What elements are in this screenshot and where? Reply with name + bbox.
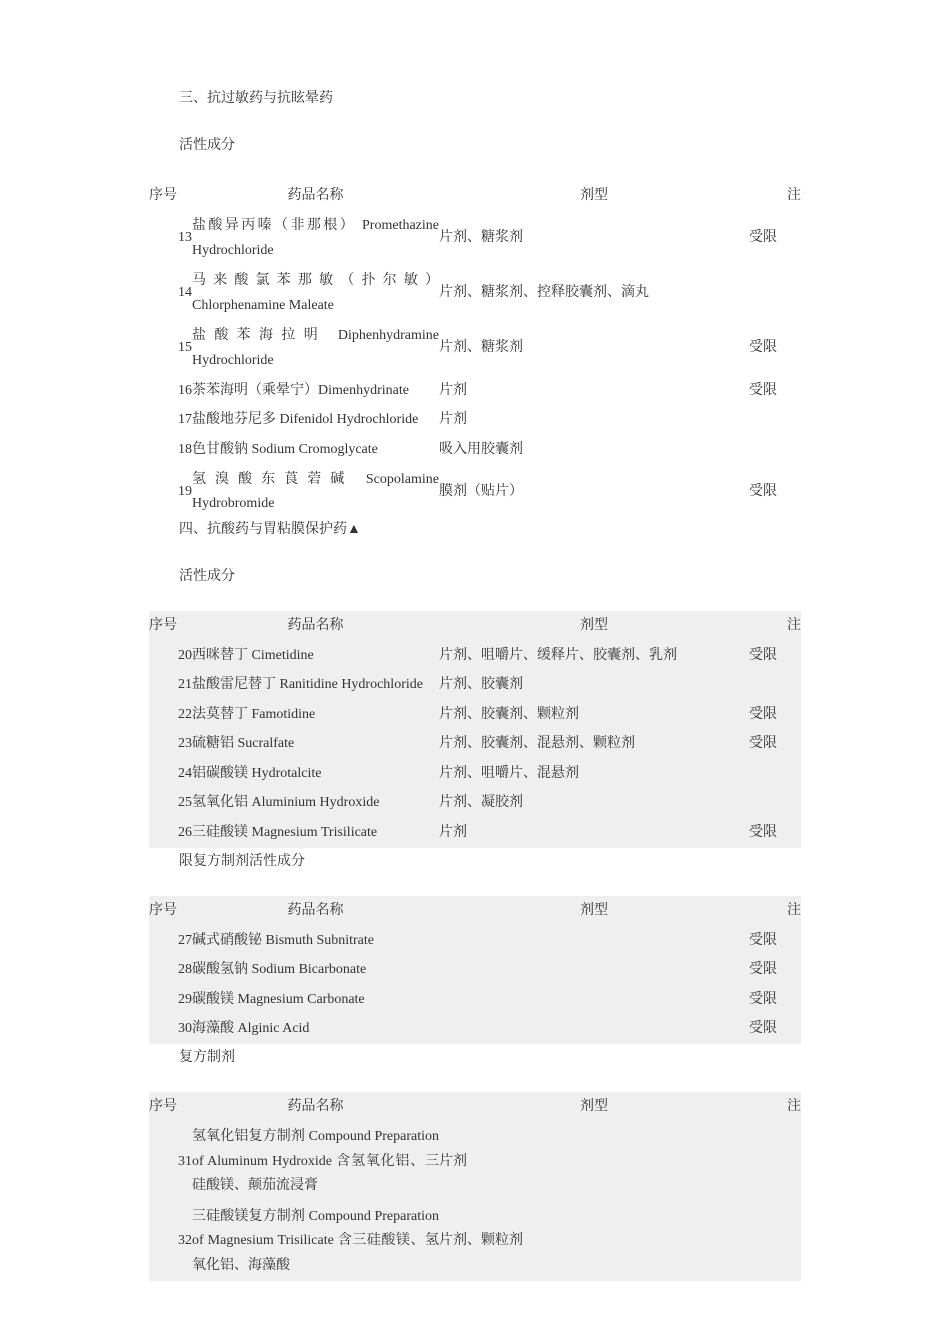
table-row (149, 266, 801, 321)
dosage-form: 片剂、咀嚼片、缓释片、胶囊剂、乳剂 (439, 647, 677, 663)
drug-name: 盐酸异丙嗪（非那根） Promethazine Hydrochloride (192, 218, 439, 258)
table-row (149, 671, 801, 701)
column-header-form: 剂型 (580, 902, 608, 918)
table-row (149, 376, 801, 406)
column-header-form: 剂型 (580, 617, 608, 633)
row-number: 26 (178, 824, 192, 840)
dosage-form: 片剂、咀嚼片、混悬剂 (439, 765, 579, 781)
restriction-note: 受限 (749, 932, 777, 948)
table-antacid (149, 611, 801, 848)
restriction-note: 受限 (749, 483, 777, 499)
restriction-note: 受限 (749, 382, 777, 398)
column-header-note: 注 (787, 187, 801, 203)
table-header-row (149, 1092, 801, 1122)
table-row (149, 759, 801, 789)
row-number: 31 (178, 1153, 192, 1169)
dosage-form: 片剂、胶囊剂、混悬剂、颗粒剂 (439, 736, 635, 751)
row-number: 25 (178, 795, 192, 810)
table-row (149, 789, 801, 819)
table-row (149, 985, 801, 1015)
row-number: 17 (178, 412, 192, 427)
restriction-note: 受限 (749, 647, 777, 663)
restriction-note: 受限 (749, 340, 777, 356)
drug-name: 碳酸氢钠 Sodium Bicarbonate (192, 962, 367, 977)
table-header-row (149, 896, 801, 926)
table-row (149, 818, 801, 848)
row-number: 19 (178, 483, 192, 499)
row-number: 28 (178, 962, 192, 977)
column-header-name: 药品名称 (287, 902, 344, 918)
column-header-name: 药品名称 (287, 187, 344, 203)
drug-name: 氢氧化铝复方制剂 Compound Preparation of Aluminum Hydroxide 含氢氧化铝、三硅酸镁、颠茄流浸膏 (192, 1129, 439, 1193)
dosage-form: 吸入用胶囊剂 (439, 441, 523, 457)
drug-name: 马来酸氯苯那敏（扑尔敏）Chlorphenamine Maleate (192, 273, 439, 313)
column-header-number: 序号 (149, 617, 177, 633)
subheading-compound-only-ingredients: 限复方制剂活性成分 (179, 854, 305, 869)
restriction-note: 受限 (749, 736, 777, 751)
table-row (149, 956, 801, 986)
column-header-form: 剂型 (580, 187, 608, 203)
column-header-note: 注 (787, 617, 801, 633)
drug-name: 氢溴酸东莨菪碱 Scopolamine Hydrobromide (192, 471, 439, 511)
dosage-form: 片剂 (439, 412, 467, 427)
row-number: 16 (178, 382, 192, 398)
dosage-form: 片剂、颗粒剂 (439, 1233, 523, 1248)
drug-name: 碱式硝酸铋 Bismuth Subnitrate (192, 932, 374, 948)
drug-name: 碳酸镁 Magnesium Carbonate (192, 991, 365, 1007)
restriction-note: 受限 (749, 230, 777, 246)
dosage-form: 片剂、糖浆剂 (439, 340, 523, 356)
section-heading-antiallergy: 三、抗过敏药与抗眩晕药 (179, 91, 333, 106)
restriction-note (749, 1202, 801, 1282)
table-row (149, 730, 801, 760)
table-row (149, 641, 801, 671)
row-number: 20 (178, 647, 192, 663)
restriction-note (749, 759, 801, 789)
subheading-active-ingredients: 活性成分 (179, 138, 235, 153)
subheading-compound-preparations: 复方制剂 (179, 1050, 235, 1065)
drug-name: 三硅酸镁 Magnesium Trisilicate (192, 824, 378, 840)
restriction-note: 受限 (749, 824, 777, 840)
drug-name: 氢氧化铝 Aluminium Hydroxide (192, 795, 380, 810)
row-number: 14 (178, 285, 192, 301)
dosage-form (439, 956, 749, 986)
table-row (149, 321, 801, 376)
dosage-form: 片剂、凝胶剂 (439, 795, 523, 810)
table-header-row (149, 611, 801, 641)
table-compound-only (149, 896, 801, 1044)
restriction-note: 受限 (749, 962, 777, 977)
table-row (149, 926, 801, 956)
column-header-name: 药品名称 (287, 1098, 344, 1114)
row-number: 30 (178, 1021, 192, 1036)
table-row (149, 435, 801, 465)
row-number: 24 (178, 765, 192, 781)
drug-name: 海藻酸 Alginic Acid (192, 1021, 310, 1036)
dosage-form: 片剂 (439, 824, 467, 840)
row-number: 32 (178, 1233, 192, 1248)
dosage-form (439, 1015, 749, 1045)
table-row (149, 211, 801, 266)
drug-name: 三硅酸镁复方制剂 Compound Preparation of Magnesium Trisilicate 含三硅酸镁、氢氧化铝、海藻酸 (192, 1208, 439, 1273)
restriction-note (749, 789, 801, 819)
row-number: 13 (178, 230, 192, 246)
table-row (149, 1122, 801, 1202)
table-compound (149, 1092, 801, 1281)
drug-name: 茶苯海明（乘晕宁）Dimenhydrinate (192, 382, 409, 398)
row-number: 21 (178, 677, 192, 692)
restriction-note (749, 266, 801, 321)
row-number: 29 (178, 991, 192, 1007)
dosage-form (439, 926, 749, 956)
drug-name: 西咪替丁 Cimetidine (192, 647, 314, 663)
table-row (149, 1202, 801, 1282)
column-header-number: 序号 (149, 902, 177, 918)
row-number: 15 (178, 340, 192, 356)
column-header-number: 序号 (149, 187, 177, 203)
section-heading-antacid: 四、抗酸药与胃粘膜保护药▲ (179, 522, 361, 537)
dosage-form: 片剂、糖浆剂、控释胶囊剂、滴丸 (439, 285, 649, 301)
drug-name: 盐酸地芬尼多 Difenidol Hydrochloride (192, 412, 419, 427)
drug-name: 铝碳酸镁 Hydrotalcite (192, 765, 322, 781)
drug-name: 盐酸苯海拉明 Diphenhydramine Hydrochloride (192, 328, 439, 368)
table-header-row (149, 181, 801, 211)
table-row (149, 406, 801, 436)
restriction-note: 受限 (749, 991, 777, 1007)
table-row (149, 700, 801, 730)
column-header-name: 药品名称 (287, 617, 344, 633)
table-antiallergy (149, 181, 801, 520)
table-row (149, 465, 801, 520)
column-header-note: 注 (787, 902, 801, 918)
row-number: 18 (178, 441, 192, 457)
restriction-note (749, 671, 801, 701)
drug-name: 色甘酸钠 Sodium Cromoglycate (192, 441, 378, 457)
dosage-form (439, 985, 749, 1015)
drug-name: 盐酸雷尼替丁 Ranitidine Hydrochloride (192, 677, 423, 692)
column-header-number: 序号 (149, 1098, 177, 1114)
column-header-form: 剂型 (580, 1098, 608, 1114)
column-header-note: 注 (787, 1098, 801, 1114)
drug-name: 硫糖铝 Sucralfate (192, 736, 295, 751)
row-number: 27 (178, 932, 192, 948)
dosage-form: 片剂 (439, 382, 467, 398)
row-number: 23 (178, 736, 192, 751)
dosage-form: 片剂、胶囊剂 (439, 677, 523, 692)
restriction-note (749, 435, 801, 465)
dosage-form: 片剂、胶囊剂、颗粒剂 (439, 706, 579, 722)
subheading-active-ingredients: 活性成分 (179, 569, 235, 584)
dosage-form: 膜剂（贴片） (439, 483, 523, 499)
drug-name: 法莫替丁 Famotidine (192, 706, 316, 722)
dosage-form: 片剂、糖浆剂 (439, 230, 523, 246)
restriction-note: 受限 (749, 706, 777, 722)
restriction-note: 受限 (749, 1021, 777, 1036)
restriction-note (749, 406, 801, 436)
table-row (149, 1015, 801, 1045)
row-number: 22 (178, 706, 192, 722)
restriction-note (749, 1122, 801, 1202)
dosage-form: 片剂 (439, 1153, 467, 1169)
